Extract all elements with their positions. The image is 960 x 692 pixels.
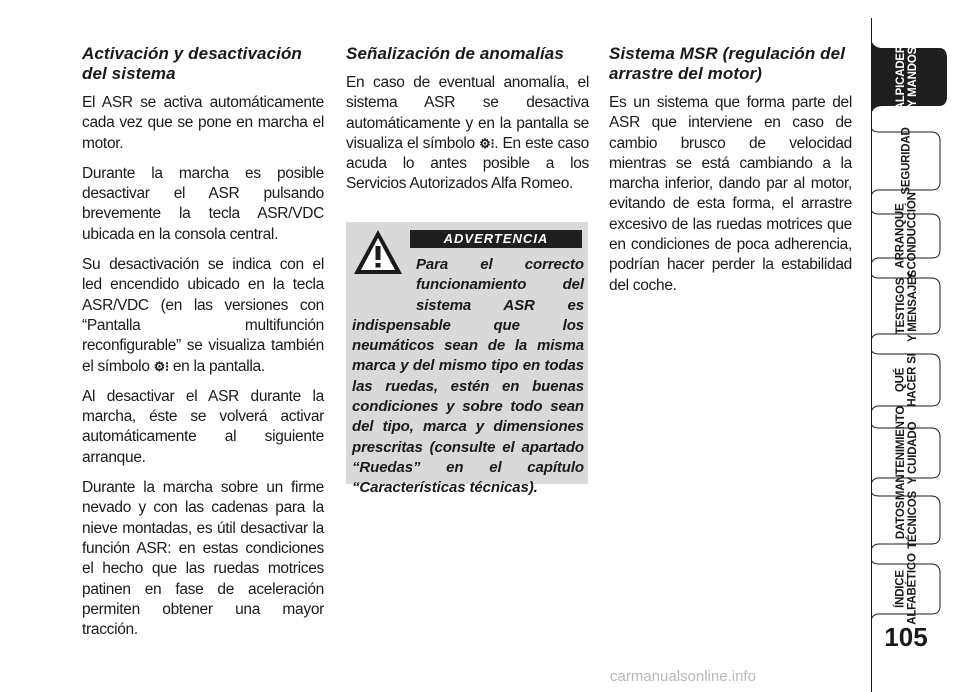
tab-mantenimiento-label: MANTENIMIENTO Y CUIDADO	[895, 405, 920, 501]
watermark: carmanualsonline.info	[610, 668, 756, 685]
paragraph-anomalies-1b: . En este caso acuda lo antes posible a los Servicios Autorizados Alfa Romeo.	[346, 134, 589, 193]
column-activation	[82, 44, 324, 650]
paragraph-activation-3b: en la pantalla.	[168, 357, 265, 375]
paragraph-activation-2: Durante la marcha es posible desactivar el ASR pulsando brevemente la tecla ASR/VDC ubicada en la consola central.	[82, 164, 324, 243]
tab-seguridad[interactable]	[871, 127, 943, 195]
tab-seguridad-label: SEGURIDAD	[901, 127, 913, 195]
warning-text: Para el correcto funcionamiento del sistema ASR es indispensable que los neumáticos sean de la misma marca y del mismo tipo en todas las ruedas, estén en buenas condiciones y sobre todo sean del tipo, marca y dimensiones prescritas (consulte el apartado “Ruedas” en el capítulo “Características técnicas).	[352, 256, 584, 497]
tab-datos-label: DATOS TÉCNICOS	[894, 491, 919, 549]
tab-indice-label: ÍNDICE ALFABÉTICO	[894, 553, 919, 625]
paragraph-anomalies-1a: En caso de eventual anomalía, el sistema ASR se desactiva automáticamente y en la pantalla se visualiza el símbolo	[346, 74, 589, 152]
paragraph-activation-4: Al desactivar el ASR durante la marcha, éste se volverá activar automáticamente al siguiente arranque.	[82, 387, 324, 466]
chapter-tab-bar	[871, 18, 960, 692]
tab-datos[interactable]	[871, 491, 943, 549]
paragraph-activation-1: El ASR se activa automáticamente cada vez que se pone en marcha el motor.	[82, 94, 324, 152]
asr-off-icon: ⚙⁝	[479, 135, 495, 151]
tab-arranque[interactable]	[871, 192, 943, 280]
heading-msr: Sistema MSR (regulación del arrastre del motor)	[609, 44, 846, 83]
column-msr	[609, 44, 852, 306]
paragraph-activation-5: Durante la marcha sobre un firme nevado y con las cadenas para la nieve montadas, es útil desactivar la función ASR: en estas condiciones el hecho que las ruedas motrices patinen en fase de aceleración permiten obtener una mayor tracción.	[82, 479, 324, 639]
paragraph-msr-1: Es un sistema que forma parte del ASR que interviene en caso de cambio brusco de velocidad mientras se está cambiando a la marcha inferior, dando par al motor, evitando de esta forma, el arrastre excesivo de las ruedas motrices que en condiciones de poca adherencia, podrían hacer perder la estabilidad del coche.	[609, 94, 852, 294]
tab-que-hacer[interactable]	[871, 354, 943, 406]
tab-indice[interactable]	[871, 553, 943, 625]
tab-arranque-label: ARRANQUE Y CONDUCCIÓN	[895, 192, 920, 280]
column-anomalies	[346, 44, 589, 205]
asr-off-icon: ⚙⁝	[153, 358, 169, 374]
warning-box	[346, 222, 588, 497]
tab-salpicadero-label: SALPICADERO Y MANDOS	[895, 36, 920, 118]
heading-anomalies: Señalización de anomalías	[346, 44, 564, 63]
page-number: 105	[884, 622, 928, 652]
tab-que-hacer-label: QUÉ HACER SI	[894, 353, 919, 407]
tab-mantenimiento[interactable]	[871, 405, 943, 501]
paragraph-anomalies-1	[346, 73, 589, 195]
tab-testigos[interactable]	[871, 270, 943, 342]
paragraph-activation-3	[82, 255, 324, 377]
tab-salpicadero[interactable]	[871, 36, 943, 118]
warning-badge: ADVERTENCIA	[410, 230, 582, 248]
heading-activation: Activación y desactivación del sistema	[82, 44, 302, 83]
paragraph-activation-3a: Su desactivación se indica con el led encendido ubicado en la tecla ASR/VDC (en las versiones con “Pantalla multifunción reconfigurable” se visualiza también el símbolo	[82, 256, 324, 375]
tab-testigos-label: TESTIGOS Y MENSAJES	[895, 270, 919, 342]
